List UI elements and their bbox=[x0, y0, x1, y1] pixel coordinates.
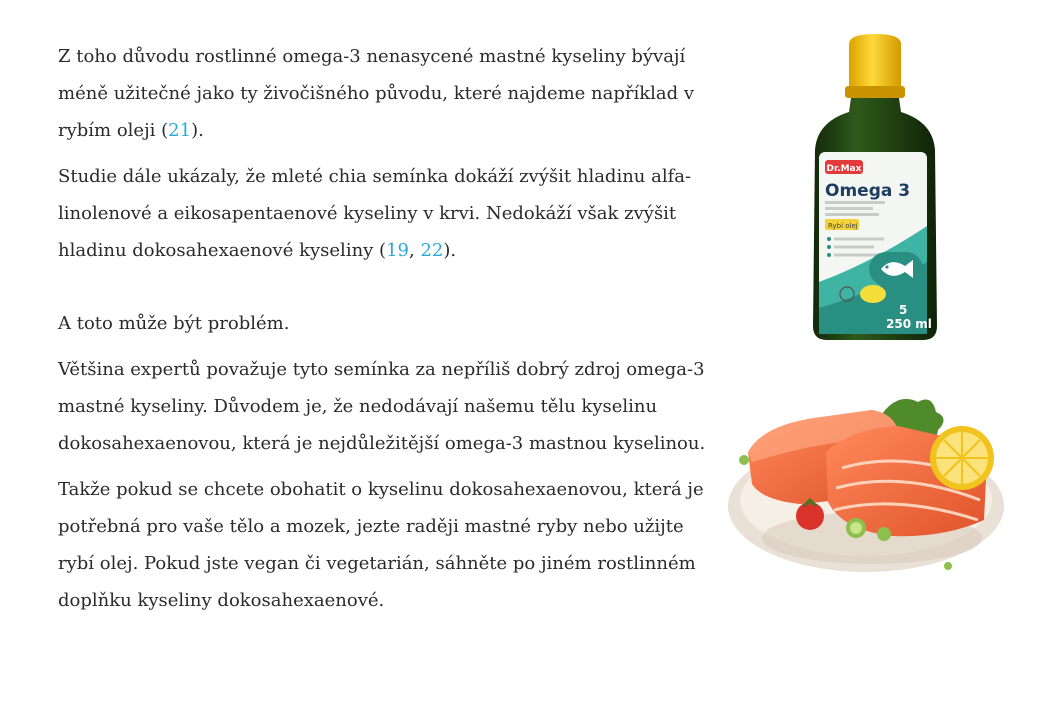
omega-3-bottle-image bbox=[805, 30, 945, 346]
paragraph-5 bbox=[58, 471, 718, 619]
paragraph-5-text: Takže pokud se chcete obohatit o kyselinu dokosahexaenovou, která je potřebná pro vaše tělo a mozek, jezte raději mastné ryby nebo užijte rybí olej. Pokud jste vegan či vegetarián, sáhněte po jiném rostlinném doplňku kyseliny dokosahexaenové. bbox=[58, 479, 704, 611]
paragraph-1-text-b: ). bbox=[191, 120, 204, 141]
paragraph-4-text: Většina expertů považuje tyto semínka za nepříliš dobrý zdroj omega-3 mastné kyseliny. Důvodem je, že nedodávají našemu tělu kyselinu dokosahexaenovou, která je nejdůležitější omega-3 mastnou kyselinou. bbox=[58, 359, 706, 454]
product-brand: Dr.Max bbox=[826, 164, 862, 174]
citation-link-21[interactable]: 21 bbox=[168, 120, 192, 141]
article-body bbox=[58, 38, 718, 628]
product-volume: 250 ml bbox=[886, 317, 932, 331]
citation-link-19[interactable]: 19 bbox=[386, 240, 409, 261]
paragraph-3-text: A toto může být problém. bbox=[58, 313, 290, 334]
paragraph-2-text-b: ). bbox=[443, 240, 457, 261]
paragraph-2-text-a: Studie dále ukázaly, že mleté chia semínka dokáží zvýšit hladinu alfa-linolenové a eikosapentaenové kyseliny v krvi. Nedokáží však zvýšit hladinu dokosahexaenové kyseliny ( bbox=[58, 166, 692, 261]
citation-link-22[interactable]: 22 bbox=[420, 240, 444, 261]
paragraph-1-text-a: Z toho důvodu rostlinné omega-3 nenasycené mastné kyseliny bývají méně užitečné jako ty živočišného původu, které najdeme například v rybím oleji ( bbox=[58, 46, 695, 141]
product-flavor: Rybí olej bbox=[828, 222, 858, 230]
salmon-plate-image bbox=[722, 388, 1014, 584]
product-count: 5 bbox=[899, 303, 908, 317]
paragraph-2-separator: , bbox=[408, 240, 421, 261]
paragraph-1 bbox=[58, 38, 718, 149]
paragraph-4 bbox=[58, 351, 718, 462]
product-name: Omega 3 bbox=[825, 181, 911, 201]
paragraph-2 bbox=[58, 158, 718, 269]
paragraph-3 bbox=[58, 305, 718, 342]
